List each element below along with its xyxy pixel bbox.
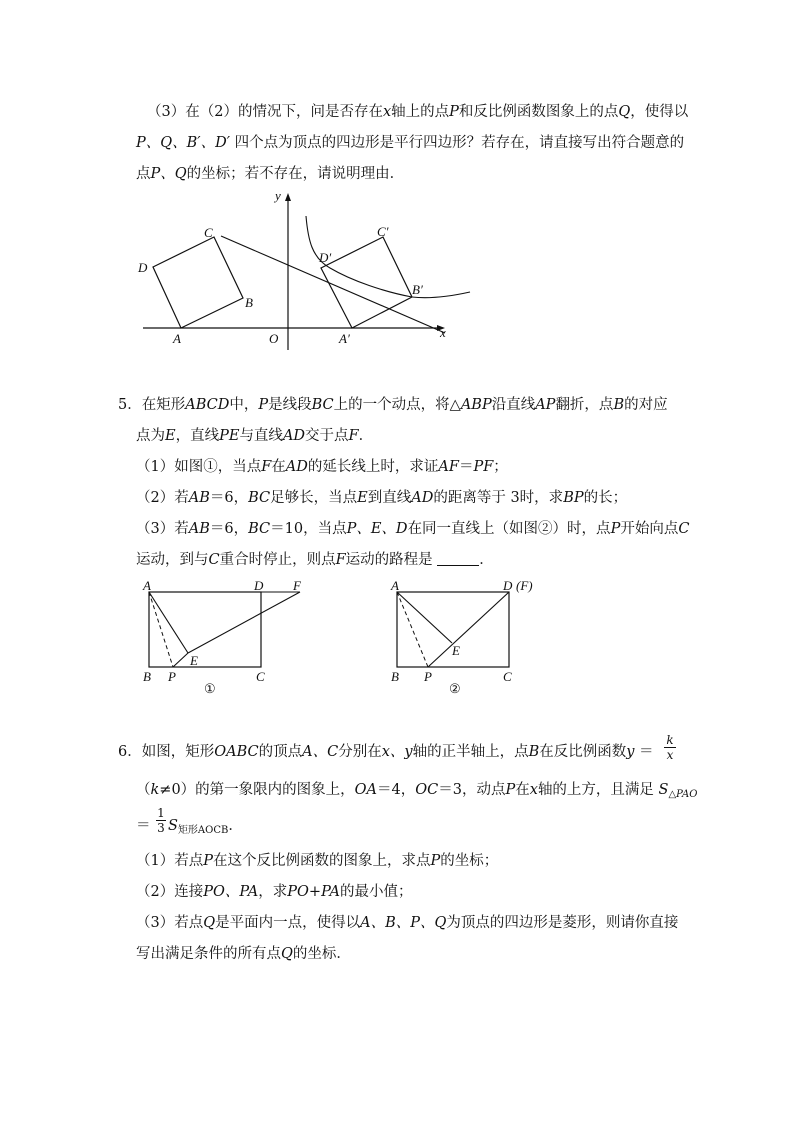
p5-line-2: 点为E，直线PE与直线AD交于点F． bbox=[136, 428, 374, 444]
label-x: x bbox=[440, 325, 446, 340]
p5-question-3-cont: 运动，到与C重合时停止，则点F运动的路程是 ． bbox=[136, 552, 494, 568]
fig1-F: F bbox=[293, 578, 301, 593]
fig2-C: C bbox=[503, 669, 512, 684]
p6-line-2: （k≠0）的第一象限内的图象上，OA＝4，OC＝3，动点P在x轴的上方，且满足 $S_{\triangle PAO}$ bbox=[136, 782, 698, 800]
label-A-prime: A′ bbox=[339, 331, 350, 346]
p6-line-3-tail: $S_{矩形AOCB}$． bbox=[168, 818, 243, 836]
label-D: D bbox=[138, 260, 148, 275]
p5-line-1: 5．在矩形ABCD中，P是线段BC上的一个动点，将△ABP沿直线AP翻折，点B的对应 bbox=[118, 397, 668, 413]
label-C-prime: C′ bbox=[377, 224, 389, 239]
fig1-E: E bbox=[190, 653, 198, 668]
fraction-one-third: 1 3 bbox=[157, 806, 165, 835]
p4-line-2: P、Q、B′、D′ 四个点为顶点的四边形是平行四边形？若存在，请直接写出符合题意的 bbox=[136, 135, 685, 151]
p5-question-3: （3）若AB＝6，BC＝10，当点P、E、D在同一直线上（如图②）时，点P开始向点C bbox=[136, 521, 690, 537]
fraction-k-over-x: k x bbox=[664, 733, 676, 762]
fig1-B: B bbox=[143, 669, 151, 684]
fig1-D: D bbox=[254, 578, 264, 593]
p6-line-3: ＝ bbox=[136, 818, 151, 834]
p4-line-3: 点P、Q的坐标；若不存在，请说明理由． bbox=[136, 166, 405, 182]
fig2-A: A bbox=[391, 578, 399, 593]
p6-question-3: （3）若点Q是平面内一点，使得以A、B、P、Q为顶点的四边形是菱形，则请你直接 bbox=[136, 915, 679, 931]
fig2-F: (F) bbox=[516, 578, 533, 593]
label-B-prime: B′ bbox=[412, 282, 423, 297]
p5-question-1: （1）如图①，当点F在AD的延长线上时，求证AF＝PF； bbox=[136, 459, 508, 475]
p6-question-3-cont: 写出满足条件的所有点Q的坐标． bbox=[136, 946, 351, 962]
p4-line-1: （3）在（2）的情况下，问是否存在x轴上的点P和反比例函数图象上的点Q，使得以 bbox=[147, 104, 689, 120]
p6-line-1: 6．如图，矩形OABC的顶点A、C分别在x、y轴的正半轴上，点B在反比例函数y ＝ bbox=[118, 744, 654, 760]
p5-question-2: （2）若AB＝6，BC足够长，当点E到直线AD的距离等于 3时，求BP的长； bbox=[136, 490, 628, 506]
p6-question-1: （1）若点P在这个反比例函数的图象上，求点P的坐标； bbox=[136, 853, 499, 869]
label-A: A bbox=[173, 331, 181, 346]
label-B: B bbox=[245, 295, 253, 310]
fig2-caption: ② bbox=[449, 681, 461, 696]
fig1-P: P bbox=[168, 669, 176, 684]
label-O: O bbox=[269, 331, 279, 346]
label-y: y bbox=[275, 188, 281, 203]
p6-question-2: （2）连接PO、PA，求PO+PA的最小值； bbox=[136, 884, 413, 900]
fig2-B: B bbox=[391, 669, 399, 684]
fig1-A: A bbox=[143, 578, 151, 593]
fig1-caption: ① bbox=[204, 681, 216, 696]
fig2-P: P bbox=[424, 669, 432, 684]
label-C: C bbox=[204, 225, 213, 240]
fig1-C: C bbox=[256, 669, 265, 684]
fig2-E: E bbox=[452, 643, 460, 658]
label-D-prime: D′ bbox=[319, 250, 332, 265]
fig2-D: D bbox=[503, 578, 513, 593]
